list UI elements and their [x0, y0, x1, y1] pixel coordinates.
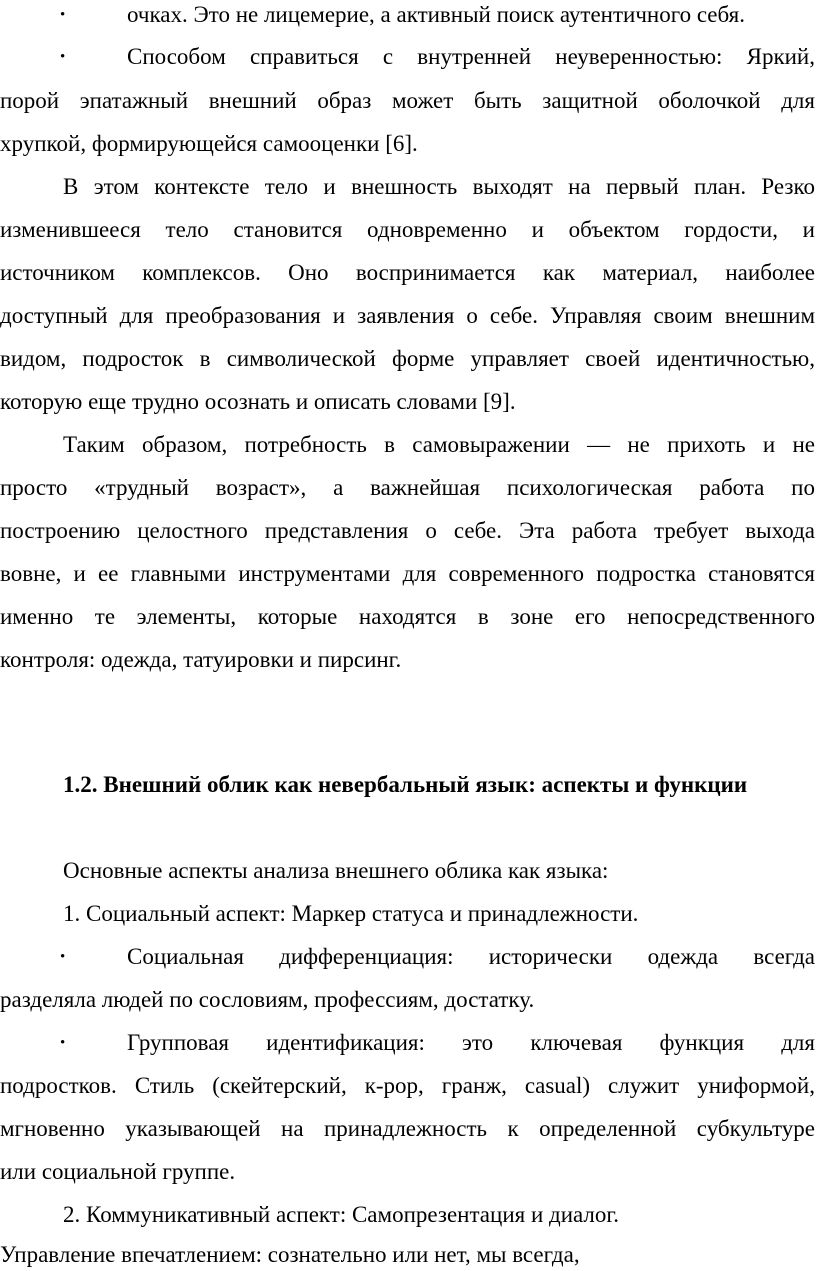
- paragraph-line: построению целостного представления о себе. Эта работа требует выхода: [0, 518, 815, 543]
- bullet-dot: •: [60, 949, 66, 965]
- paragraph-line: контроля: одежда, татуировки и пирсинг.: [0, 647, 402, 672]
- paragraph-line: подростков. Стиль (скейтерский, к-pop, гранж, casual) служит униформой,: [0, 1073, 815, 1098]
- paragraph-line: которую еще трудно осознать и описать словами [9].: [0, 389, 516, 414]
- paragraph-line: Управление впечатлением: сознательно или нет, мы всегда,: [0, 1242, 580, 1267]
- bullet-dot: •: [60, 49, 66, 65]
- bullet-dot: •: [60, 1035, 66, 1051]
- paragraph-line: просто «трудный возраст», а важнейшая психологическая работа по: [0, 475, 815, 500]
- paragraph-line: мгновенно указывающей на принадлежность к определенной субкультуре: [0, 1116, 815, 1141]
- paragraph-line: хрупкой, формирующейся самооценки [6].: [0, 131, 418, 156]
- paragraph-line: Социальная дифференциация: исторически одежда всегда: [127, 944, 815, 969]
- paragraph-line: вовне, и ее главными инструментами для современного подростка становятся: [0, 561, 815, 586]
- section-heading: 1.2. Внешний облик как невербальный язык: аспекты и функции: [63, 772, 748, 797]
- paragraph-line: Основные аспекты анализа внешнего облика как языка:: [63, 858, 609, 883]
- bullet-dot: •: [60, 7, 66, 23]
- list-item: 1. Социальный аспект: Маркер статуса и принадлежности.: [63, 901, 639, 926]
- paragraph-line: В этом контексте тело и внешность выходят на первый план. Резко: [63, 174, 815, 199]
- paragraph-line: изменившееся тело становится одновременно и объектом гордости, и: [0, 217, 815, 242]
- paragraph-line: или социальной группе.: [0, 1159, 236, 1184]
- paragraph-line: порой эпатажный внешний образ может быть защитной оболочкой для: [0, 88, 815, 113]
- paragraph-line: разделяла людей по сословиям, профессиям, достатку.: [0, 987, 535, 1012]
- paragraph-line: источником комплексов. Оно воспринимается как материал, наиболее: [0, 260, 815, 285]
- paragraph-line: доступный для преобразования и заявления о себе. Управляя своим внешним: [0, 303, 815, 328]
- paragraph-line: Способом справиться с внутренней неуверенностью: Яркий,: [127, 44, 815, 69]
- paragraph-line: Групповая идентификация: это ключевая функция для: [127, 1030, 815, 1055]
- paragraph-line: именно те элементы, которые находятся в зоне его непосредственного: [0, 604, 815, 629]
- paragraph-line: очках. Это не лицемерие, а активный поиск аутентичного себя.: [127, 2, 745, 27]
- list-item: 2. Коммуникативный аспект: Самопрезентация и диалог.: [63, 1202, 619, 1227]
- paragraph-line: видом, подросток в символической форме управляет своей идентичностью,: [0, 346, 815, 371]
- paragraph-line: Таким образом, потребность в самовыражении — не прихоть и не: [63, 432, 815, 457]
